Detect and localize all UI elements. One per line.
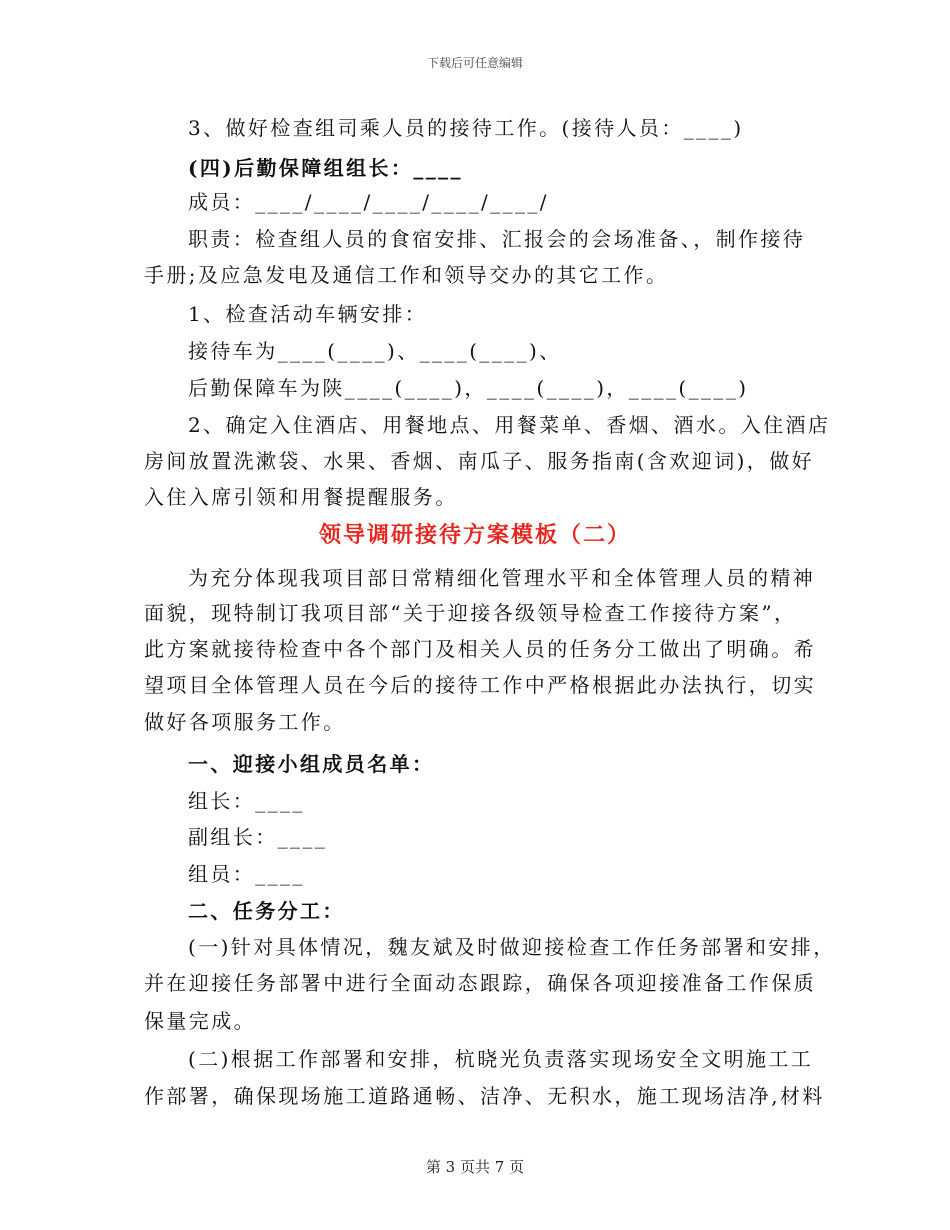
para-line: 组长：____: [188, 789, 305, 813]
para-line: 副组长：____: [188, 825, 328, 849]
para-line: 1、检查活动车辆安排：: [188, 302, 428, 326]
para-line: 望项目全体管理人员在今后的接待工作中严格根据此办法执行，切实: [144, 673, 816, 697]
para-line: 做好各项服务工作。: [144, 710, 346, 734]
para-line: 接待车为____(____)、____(____)、: [188, 339, 562, 363]
para-line: 手册;及应急发电及通信工作和领导交办的其它工作。: [144, 263, 669, 287]
page-footer: 第 3 页共 7 页: [425, 1158, 525, 1176]
para-line: 并在迎接任务部署中进行全面动态跟踪，确保各项迎接准备工作保质: [144, 971, 816, 995]
section-heading: (四)后勤保障组组长：____: [188, 156, 463, 180]
page-header: 下载后可任意编辑: [426, 56, 523, 70]
para-line: 入住入席引领和用餐提醒服务。: [144, 485, 458, 509]
para-line: (二)根据工作部署和安排，杭晓光负责落实现场安全文明施工工: [188, 1047, 814, 1071]
para-line: 此方案就接待检查中各个部门及相关人员的任务分工做出了明确。希: [144, 637, 816, 661]
section-heading: 一、迎接小组成员名单：: [188, 752, 435, 776]
para-line: 后勤保障车为陕____(____)，____(____)，____(____): [188, 376, 749, 400]
para-line: 面貌，现特制订我项目部“关于迎接各级领导检查工作接待方案”，: [144, 601, 797, 625]
para-line: (一)针对具体情况，魏友斌及时做迎接检查工作任务部署和安排，: [188, 935, 836, 959]
para-line: 组员：____: [188, 862, 305, 886]
para-line: 房间放置洗漱袋、水果、香烟、南瓜子、服务指南(含欢迎词)，做好: [144, 449, 815, 473]
para-line: 2、确定入住酒店、用餐地点、用餐菜单、香烟、酒水。入住酒店: [188, 413, 831, 437]
section-heading: 二、任务分工：: [188, 899, 345, 923]
para-line: 保量完成。: [144, 1009, 256, 1033]
para-line: 成员：____/____/____/____/____/: [188, 190, 549, 214]
para-line: 3、做好检查组司乘人员的接待工作。(接待人员：____): [188, 116, 744, 140]
para-line: 作部署，确保现场施工道路通畅、洁净、无积水，施工现场洁净,材料: [144, 1084, 825, 1108]
para-line: 为充分体现我项目部日常精细化管理水平和全体管理人员的精神: [188, 566, 816, 590]
section-title: 领导调研接待方案模板（二）: [318, 522, 631, 548]
para-line: 职责：检查组人员的食宿安排、汇报会的会场准备、，制作接待: [188, 227, 806, 251]
